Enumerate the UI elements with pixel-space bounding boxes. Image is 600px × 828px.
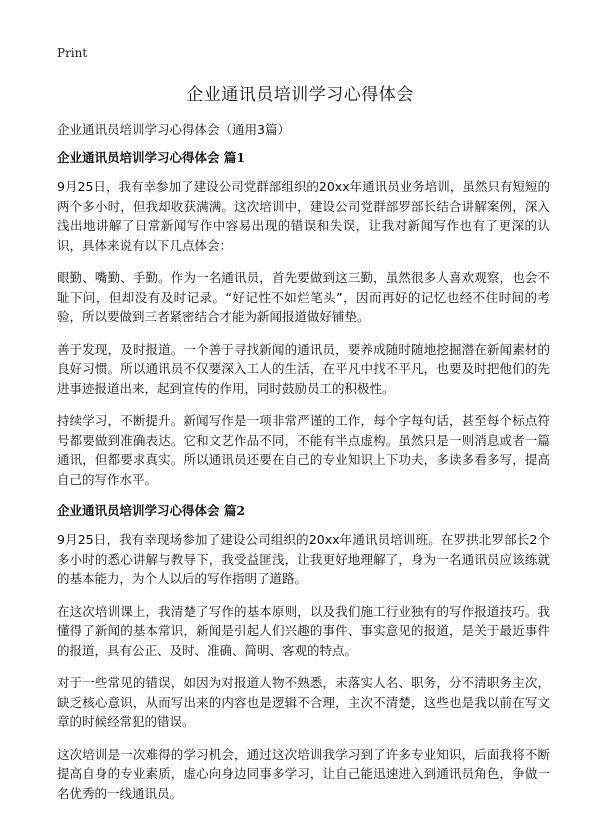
section-heading: 企业通讯员培训学习心得体会 篇2	[57, 503, 246, 518]
page-title: 企业通讯员培训学习心得体会	[186, 85, 414, 105]
document-body	[57, 120, 550, 816]
paragraph: 9月25日，我有幸现场参加了建设公司组织的20xx年通讯员培训班。在罗拱北罗部长2个多小时的悉心讲解与教导下，我受益匪浅，让我更好地理解了，身为一名通讯员应该练就的基本能力，为个人以后的写作指明了道路。	[57, 532, 550, 586]
paragraph: 眼勤、嘴勤、手勤。作为一名通讯员，首先要做到这三勤，虽然很多人喜欢观察，也会不耻下问，但却没有及时记录。“好记性不如烂笔头”，因而再好的记忆也经不住时间的考验，所以要做到三者紧密结合才能为新闻报道做好铺垫。	[57, 270, 550, 324]
paragraph: 对于一些常见的错误，如因为对报道人物不熟悉，未落实人名、职务，分不清职务主次，缺乏核心意识，从而写出来的内容也是逻辑不合理，主次不清楚，这些也是我以前在写文章的时候经常犯的错误。	[57, 675, 550, 729]
section-2	[57, 502, 550, 803]
paragraph: 善于发现，及时报道。一个善于寻找新闻的通讯员，要养成随时随地挖掘潜在新闻素材的良好习惯。所以通讯员不仅要深入工人的生活，在平凡中找不平凡，也要及时把他们的先进事迹报道出来，起到宣传的作用，同时鼓励员工的积极性。	[57, 341, 550, 396]
paragraph: 这次培训是一次难得的学习机会，通过这次培训我学习到了许多专业知识，后面我将不断提高自身的专业素质，虚心向身边同事多学习，让自己能迅速进入到通讯员角色，争做一名优秀的一线通讯员。	[57, 746, 550, 801]
section-heading: 企业通讯员培训学习心得体会 篇1	[57, 150, 246, 165]
print-link[interactable]: Print	[57, 46, 88, 60]
paragraph: 9月25日，我有幸参加了建设公司党群部组织的20xx年通讯员业务培训，虽然只有短短的两个多小时，但我却收获满满。这次培训中，建设公司党群部罗部长结合讲解案例，深入浅出地讲解了日常新闻写作中容易出现的错误和失误，让我对新闻写作也有了更深的认识，具体来说有以下几点体会：	[57, 179, 550, 253]
paragraph: 持续学习，不断提升。新闻写作是一项非常严谨的工作，每个字每句话，甚至每个标点符号都要做到准确表达。它和文艺作品不同，不能有半点虚构。虽然只是一则消息或者一篇通讯，但都要求真实。所以通讯员还要在自己的专业知识上下功夫，多读多看多写，提高自己的写作水平。	[57, 413, 550, 487]
document-subtitle: 企业通讯员培训学习心得体会（通用3篇）	[57, 122, 290, 137]
paragraph: 在这次培训课上，我清楚了写作的基本原则，以及我们施工行业独有的写作报道技巧。我懂得了新闻的基本常识，新闻是引起人们兴趣的事件、事实意见的报道，是关于最近事件的报道，具有公正、及时、准确、简明、客观的特点。	[57, 603, 550, 658]
section-1	[57, 149, 550, 489]
